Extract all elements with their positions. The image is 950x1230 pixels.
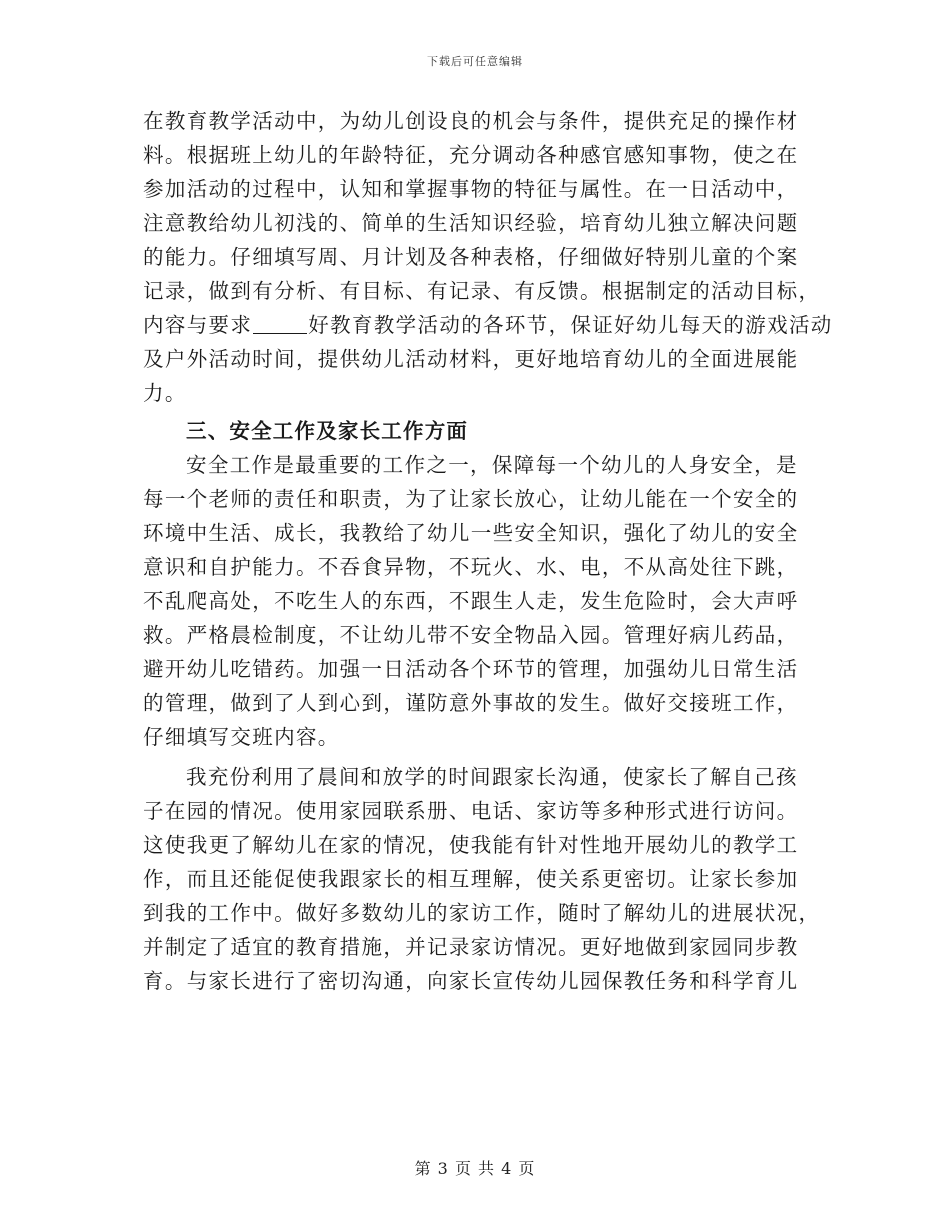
text-line: 注意教给幼儿初浅的、简单的生活知识经验，培育幼儿独立解决问题	[143, 211, 799, 235]
text-line: 子在园的情况。使用家园联系册、电话、家访等多种形式进行访问。	[143, 799, 799, 823]
text-line: 我充份利用了晨间和放学的时间跟家长沟通，使家长了解自己孩	[186, 765, 798, 789]
text-line: 育。与家长进行了密切沟通，向家长宣传幼儿园保教任务和科学育儿	[143, 969, 799, 993]
text-line: 的能力。仔细填写周、月计划及各种表格，仔细做好特别儿童的个案	[143, 245, 799, 269]
text-line: 避开幼儿吃错药。加强一日活动各个环节的管理，加强幼儿日常生活	[143, 657, 799, 681]
paragraph-safety-work	[143, 448, 807, 754]
section-heading: 三、安全工作及家长工作方面	[186, 419, 469, 443]
text-line: 力。	[143, 381, 187, 405]
text-line: 救。严格晨检制度，不让幼儿带不安全物品入园。管理好病儿药品，	[143, 623, 799, 647]
text-line: 安全工作是最重要的工作之一，保障每一个幼儿的人身安全，是	[186, 453, 798, 477]
text-line: 记录，做到有分析、有目标、有记录、有反馈。根据制定的活动目标，	[143, 279, 821, 303]
paragraph-teaching-activities	[143, 104, 833, 410]
text-line: 意识和自护能力。不吞食异物，不玩火、水、电，不从高处往下跳，	[143, 555, 799, 579]
text-line: 在教育教学活动中，为幼儿创设良的机会与条件，提供充足的操作材	[143, 109, 799, 133]
text-segment: 内容与要求	[143, 313, 253, 337]
text-line: 及户外活动时间，提供幼儿活动材料，更好地培育幼儿的全面进展能	[143, 347, 799, 371]
text-line: 每一个老师的责任和职责，为了让家长放心，让幼儿能在一个安全的	[143, 487, 799, 511]
text-line: 的管理，做到了人到心到，谨防意外事故的发生。做好交接班工作，	[143, 691, 799, 715]
page-number-footer: 第 3 页 共 4 页	[414, 1159, 536, 1178]
text-line: 不乱爬高处，不吃生人的东西，不跟生人走，发生危险时，会大声呼	[143, 589, 799, 613]
text-line: 到我的工作中。做好多数幼儿的家访工作，随时了解幼儿的进展状况，	[143, 901, 821, 925]
text-line: 参加活动的过程中，认知和掌握事物的特征与属性。在一日活动中，	[143, 177, 799, 201]
blank-underline	[253, 311, 307, 334]
text-line: 环境中生活、成长，我教给了幼儿一些安全知识，强化了幼儿的安全	[143, 521, 799, 545]
text-segment: 好教育教学活动的各环节，保证好幼儿每天的游戏活动	[308, 313, 833, 337]
text-line	[143, 308, 833, 342]
document-body	[143, 104, 833, 998]
text-line: 仔细填写交班内容。	[143, 725, 340, 749]
text-line: 这使我更了解幼儿在家的情况，使我能有针对性地开展幼儿的教学工	[143, 833, 799, 857]
text-line: 料。根据班上幼儿的年龄特征，充分调动各种感官感知事物，使之在	[143, 143, 799, 167]
text-line: 并制定了适宜的教育措施，并记录家访情况。更好地做到家园同步教	[143, 935, 799, 959]
page-header: 下载后可任意编辑	[427, 55, 523, 68]
text-line: 作，而且还能促使我跟家长的相互理解，使关系更密切。让家长参加	[143, 867, 799, 891]
paragraph-parent-work	[143, 760, 821, 998]
